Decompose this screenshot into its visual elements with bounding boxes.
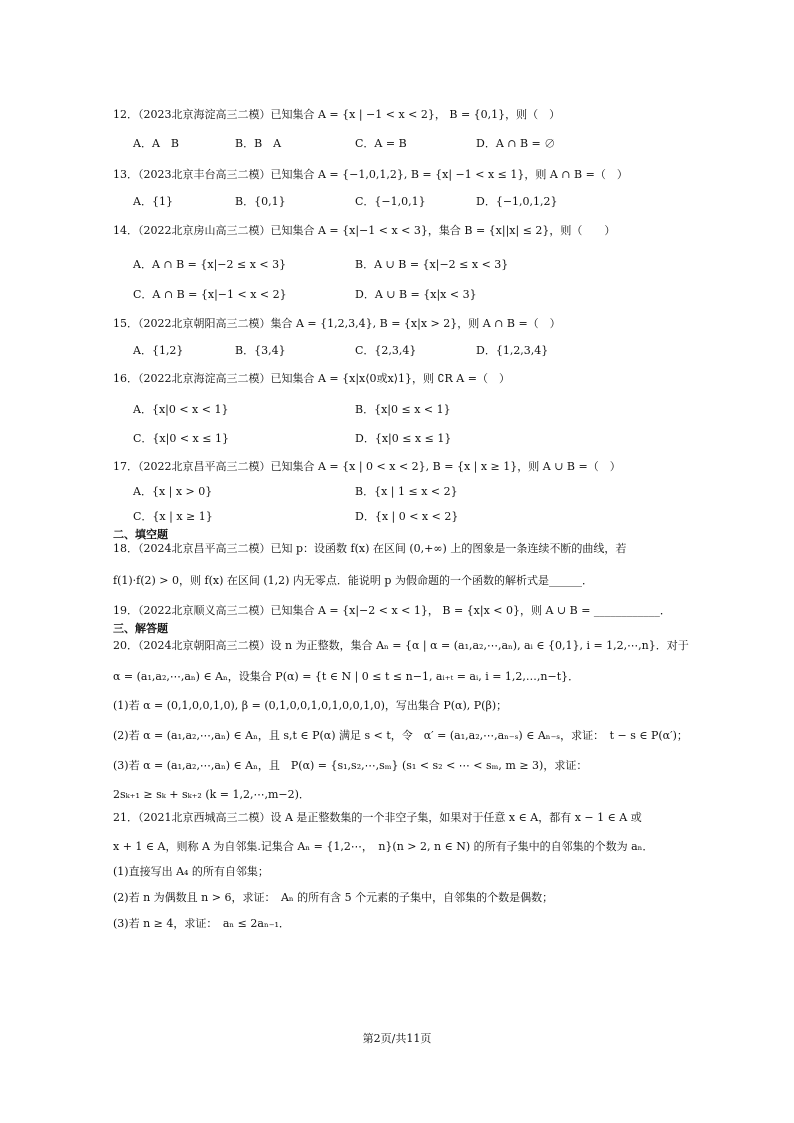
question-20-line-4: (2)若 α = (a₁,a₂,⋯,aₙ) ∈ Aₙ，且 s,t ∈ P(α) 满足 s < t，令 α′ = (a₁,a₂,⋯,aₙ₋ₛ) ∈ Aₙ₋ₛ，求证： t − s ∈ P(α′)； [113,729,688,742]
section-fill-in-heading: 二、填空题 [113,528,168,541]
question-20-line-3: (1)若 α = (0,1,0,0,1,0), β = (0,1,0,0,1,0,1,0,0,1,0)，写出集合 P(α), P(β)； [113,699,508,712]
question-20-line-6: 2sₖ₊₁ ≥ sₖ + sₖ₊₂ (k = 1,2,⋯,m−2)． [113,788,310,801]
q13-option-c: C．{−1,0,1} [355,195,426,208]
q15-option-d: D．{1,2,3,4} [476,344,549,357]
q12-option-c: C．A = B [355,137,407,150]
q14-option-d: D．A ∪ B = {x|x < 3} [355,288,477,301]
q15-option-a: A．{1,2} [133,344,184,357]
question-14-stem: 14．（2022北京房山高三二模）已知集合 A = {x|−1 < x < 3}，集合 B = {x||x| ≤ 2}，则（ ） [113,224,616,237]
q14-option-c: C．A ∩ B = {x|−1 < x < 2} [133,288,287,301]
q16-option-d: D．{x|0 ≤ x ≤ 1} [355,432,452,445]
question-20-line-2: α = (a₁,a₂,⋯,aₙ) ∈ Aₙ，设集合 P(α) = {t ∈ N | 0 ≤ t ≤ n−1, aᵢ₊ₜ = aᵢ, i = 1,2,…,n−t}． [113,670,580,683]
q17-option-a: A．{x | x > 0} [133,485,213,498]
q13-option-d: D．{−1,0,1,2} [476,195,558,208]
question-21-line-4: (2)若 n 为偶数且 n > 6，求证： Aₙ 的所有含 5 个元素的子集中，自邻集的个数是偶数； [113,891,554,904]
question-16-stem: 16．（2022北京海淀高三二模）已知集合 A = {x|x⟨0或x⟩1}，则 ∁R A =（ ） [113,372,510,385]
question-21-line-3: (1)直接写出 A₄ 的所有自邻集； [113,865,269,878]
q14-option-b: B．A ∪ B = {x|−2 ≤ x < 3} [355,258,509,271]
question-20-line-5: (3)若 α = (a₁,a₂,⋯,aₙ) ∈ Aₙ，且 P(α) = {s₁,s₂,⋯,sₘ} (s₁ < s₂ < ⋯ < sₘ, m ≥ 3)，求证： [113,759,588,772]
question-20-line-1: 20．（2024北京朝阳高三二模）设 n 为正整数，集合 Aₙ = {α | α = (a₁,a₂,⋯,aₙ), aᵢ ∈ {0,1}, i = 1,2,⋯,n}．对于 [113,639,689,652]
question-15-stem: 15．（2022北京朝阳高三二模）集合 A = {1,2,3,4}, B = {x|x > 2}，则 A ∩ B =（ ） [113,317,561,330]
q16-option-a: A．{x|0 < x < 1} [133,403,229,416]
q12-option-a: A．A B [133,137,179,150]
section-solution-heading: 三、解答题 [113,622,168,635]
question-17-stem: 17．（2022北京昌平高三二模）已知集合 A = {x | 0 < x < 2}, B = {x | x ≥ 1}，则 A ∪ B =（ ） [113,460,621,473]
page-number-footer: 第2页/共11页 [362,1032,432,1045]
q15-option-b: B．{3,4} [235,344,286,357]
question-19-stem: 19．（2022北京顺义高三二模）已知集合 A = {x|−2 < x < 1}， B = {x|x < 0}，则 A ∪ B = ____________． [113,604,671,617]
q13-option-b: B．{0,1} [235,195,286,208]
q15-option-c: C．{2,3,4} [355,344,417,357]
question-18-line-1: 18．（2024北京昌平高三二模）已知 p：设函数 f(x) 在区间 (0,+∞) 上的图象是一条连续不断的曲线，若 [113,542,627,555]
question-21-line-5: (3)若 n ≥ 4，求证： aₙ ≤ 2aₙ₋₁． [113,917,290,930]
q14-option-a: A．A ∩ B = {x|−2 ≤ x < 3} [133,258,287,271]
question-18-line-2: f(1)·f(2) > 0，则 f(x) 在区间 (1,2) 内无零点．能说明 p 为假命题的一个函数的解析式是______． [113,574,593,587]
q12-option-d: D．A ∩ B = ∅ [476,137,556,150]
question-21-line-1: 21．（2021北京西城高三二模）设 A 是正整数集的一个非空子集，如果对于任意 x ∈ A，都有 x − 1 ∈ A 或 [113,811,642,824]
q17-option-d: D．{x | 0 < x < 2} [355,510,459,523]
question-13-stem: 13．（2023北京丰台高三二模）已知集合 A = {−1,0,1,2}, B = {x| −1 < x ≤ 1}，则 A ∩ B =（ ） [113,168,628,181]
q13-option-a: A．{1} [133,195,173,208]
q17-option-b: B．{x | 1 ≤ x < 2} [355,485,458,498]
question-21-line-2: x + 1 ∈ A，则称 A 为自邻集.记集合 Aₙ = {1,2⋯， n}(n > 2, n ∈ N) 的所有子集中的自邻集的个数为 aₙ． [113,840,654,853]
question-12-stem: 12．（2023北京海淀高三二模）已知集合 A = {x | −1 < x < 2}， B = {0,1}，则（ ） [113,108,561,121]
q12-option-b: B．B A [235,137,282,150]
q16-option-c: C．{x|0 < x ≤ 1} [133,432,229,445]
q17-option-c: C．{x | x ≥ 1} [133,510,213,523]
q16-option-b: B．{x|0 ≤ x < 1} [355,403,451,416]
